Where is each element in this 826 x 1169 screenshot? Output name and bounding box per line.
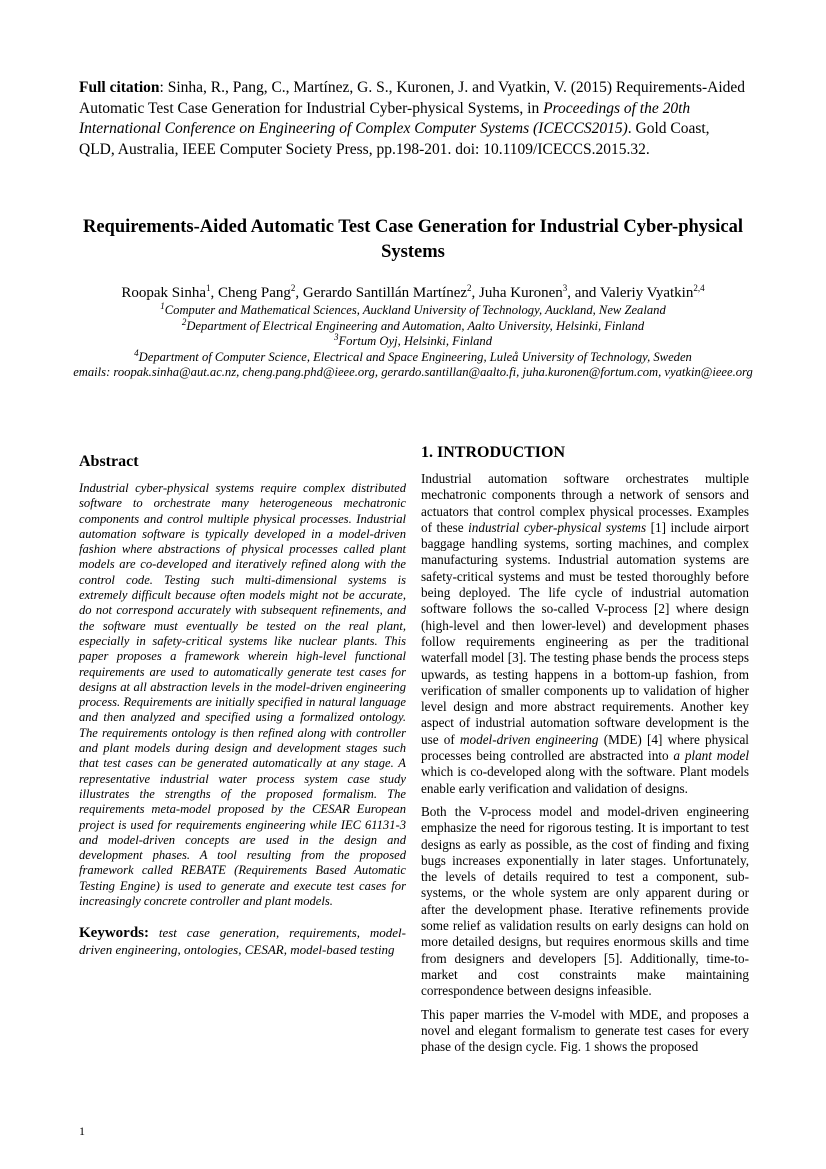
author-emails: emails: roopak.sinha@aut.ac.nz, cheng.pang.phd@ieee.org, gerardo.santillan@aalto.fi, juha.kuronen@fortum.com, vyatkin@ieee.org bbox=[73, 365, 753, 380]
intro-paragraph-1: Industrial automation software orchestrates multiple mechatronic components through a network of sensors and actuators that control complex physical processes. Examples of these industrial cyber-physical systems [1] include airport baggage handling systems, sorting machines, and complex manufacturing systems. Industrial automation systems are safety-critical systems and must be tested thoroughly before being deployed. The life cycle of industrial automation software follows the so-called V-process [2] where design (high-level and then lower-level) and development phases follow requirements engineering as per the traditional waterfall model [3]. The testing phase bends the process steps upwards, as testing happens in a bottom-up fashion, from verification of smaller components up to validation of higher level design and more abstract requirements. Another key aspect of industrial automation software development is the use of model-driven engineering (MDE) [4] where physical processes being controlled are abstracted into a plant model which is co-developed along with the software. Plant models enable early verification and validation of designs. bbox=[421, 471, 749, 796]
citation-text-end: . Gold Coast, QLD, Australia, IEEE Computer Society Press, pp.198-201. doi: 10.1109/ICECCS.2015.32. bbox=[79, 120, 710, 158]
intro-paragraph-3: This paper marries the V-model with MDE, and proposes a novel and elegant formalism to generate test cases for every phase of the design cycle. Fig. 1 shows the proposed bbox=[421, 1006, 749, 1055]
keywords-label: Keywords: bbox=[79, 925, 149, 942]
left-column bbox=[79, 452, 406, 958]
affiliation: $^3$Fortum Oyj, Helsinki, Finland bbox=[333, 332, 493, 349]
author-affil-sup: 2,4 bbox=[693, 283, 705, 293]
affiliation: $^4$Department of Computer Science, Electrical and Space Engineering, Luleå University of Technology, Sweden bbox=[134, 347, 692, 364]
author-name: Valeriy Vyatkin bbox=[599, 285, 694, 301]
full-citation bbox=[79, 78, 747, 160]
author-affil-sup: 3 bbox=[562, 283, 568, 293]
author-name: Gerardo Santillán Martínez bbox=[302, 285, 468, 301]
abstract-text: Industrial cyber-physical systems require complex distributed software to orchestrate many heterogeneous mechatronic components and control multiple physical processes. Industrial automation software is typically developed in a model-driven fashion where abstractions of physical processes called plant models are co-developed and iteratively refined along with the control code. Testing such multi-dimensional systems is extremely difficult because often models might not be accurate, do not correspond accurately with subsequent refinements, and the software must eventually be tested on the real plant, especially in safety-critical systems like nuclear plants. This paper proposes a framework wherein high-level functional requirements are used to automatically generate test cases for designs at all abstraction levels in the model-driven engineering process. Requirements are initially specified in natural language and then analyzed and specified using a formalized ontology. The requirements ontology is then refined along with controller and plant models during design and development stages such that test cases can be generated automatically at any stage. A representative industrial water process system case study illustrates the strengths of the proposed formalism. The requirements meta-model proposed by the CESAR European project is used for requirements engineering while IEC 61131-3 and model-driven concepts are used in the design and development phases. A tool resulting from the proposed framework called REBATE (Requirements Based Automatic Testing Engine) is used to generate and execute test cases for increasingly concrete controller and plant models. bbox=[79, 481, 406, 909]
affiliations bbox=[50, 300, 776, 381]
keywords bbox=[79, 925, 406, 958]
intro-paragraph-2: Both the V-process model and model-driven engineering emphasize the need for rigorous testing. It is important to test designs as early as possible, as the cost of finding and fixing bugs increases exponentially in later stages. Unfortunately, the levels of details required to test a component, sub-systems, or the whole system are only apparent during or after the development phase. Iterative refinements provide some relief as validation results on early designs can hold on more detailed designs, but requires enormous skills and time from designers and developers [5]. Additionally, time-to-market and cost constraints make maintaining correspondence between designs infeasible. bbox=[421, 803, 749, 999]
keywords-text: test case generation, requirements, model-driven engineering, ontologies, CESAR, model-based testing bbox=[79, 925, 406, 957]
author-list: Roopak Sinha$^1$, Cheng Pang$^2$, Gerardo Santillán Martínez$^2$, Juha Kuronen$^3$, and Valeriy Vyatkin$^{2,4}$ bbox=[121, 283, 705, 301]
intro-heading: 1. INTRODUCTION bbox=[421, 444, 566, 461]
citation-text: : Sinha, R., Pang, C., Martínez, G. S., Kuronen, J. and Vyatkin, V. (2015) Requirements-Aided Automatic Test Case Generation for Industrial Cyber-physical Systems, in bbox=[79, 79, 746, 117]
affiliation: $^2$Department of Electrical Engineering and Automation, Aalto University, Helsinki, Finland bbox=[181, 316, 645, 333]
author-affil-sup: 2 bbox=[467, 283, 472, 293]
author-name: Cheng Pang bbox=[217, 285, 291, 301]
citation-label: Full citation bbox=[79, 79, 160, 96]
paper-title: Requirements-Aided Automatic Test Case Generation for Industrial Cyber-physical Systems bbox=[82, 217, 743, 262]
citation-proceedings: Proceedings of the 20th International Conference on Engineering of Complex Computer Systems (ICECCS2015) bbox=[79, 99, 691, 137]
author-affil-sup: 1 bbox=[205, 283, 211, 293]
right-column bbox=[421, 443, 749, 1062]
affiliation: $^1$Computer and Mathematical Sciences, Auckland University of Technology, Auckland, New Zealand bbox=[160, 300, 666, 317]
abstract-heading: Abstract bbox=[79, 453, 139, 470]
author-name: Roopak Sinha bbox=[121, 285, 206, 301]
page-number: 1 bbox=[79, 1124, 85, 1138]
author-affil-sup: 2 bbox=[290, 283, 296, 293]
author-name: Juha Kuronen bbox=[479, 285, 563, 301]
